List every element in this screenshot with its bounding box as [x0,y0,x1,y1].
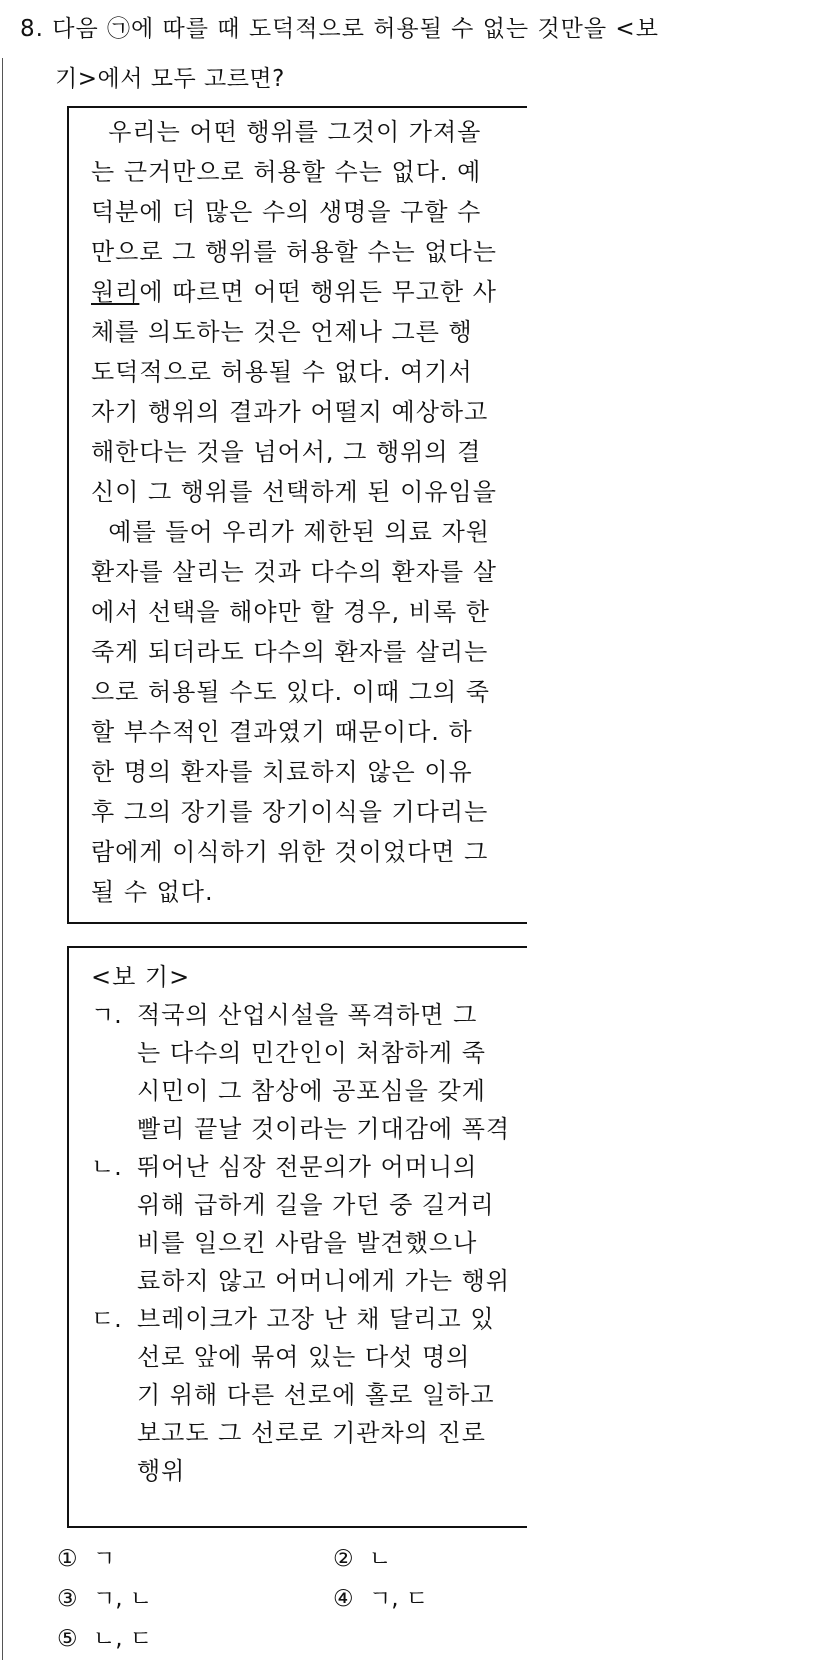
passage-line: 될 수 없다. [91,878,214,906]
bogi-item-marker: ㄷ. [91,1305,122,1333]
passage-line-rest: 에 따르면 어떤 행위든 무고한 사 [139,278,497,306]
passage-line: 체를 의도하는 것은 언제나 그른 행 [91,318,473,346]
passage-line: 자기 행위의 결과가 어떨지 예상하고 [91,398,489,426]
passage-line: 는 근거만으로 허용할 수는 없다. 예 [91,158,482,186]
passage-line: 으로 허용될 수도 있다. 이때 그의 죽 [91,678,490,706]
bogi-box [67,946,527,1528]
bogi-item-line: 료하지 않고 어머니에게 가는 행위 [137,1267,511,1295]
passage-line: 에서 선택을 해야만 할 경우, 비록 한 [91,598,490,626]
passage-line: 우리는 어떤 행위를 그것이 가져올 [91,118,482,146]
passage-line: 환자를 살리는 것과 다수의 환자를 살 [91,558,497,586]
choice-text: ㄱ [93,1546,116,1572]
bogi-item-line: 선로 앞에 묶여 있는 다섯 명의 [137,1343,471,1371]
choice-number: ⑤ [57,1626,78,1652]
bogi-item-line: 적국의 산업시설을 폭격하면 그 [137,1001,478,1029]
bogi-item-line: 빨리 끝날 것이라는 기대감에 폭격 [137,1115,511,1143]
bogi-item-line: 행위 [137,1457,186,1485]
passage-line: 도덕적으로 허용될 수 없다. 여기서 [91,358,473,386]
bogi-item-line: 뛰어난 심장 전문의가 어머니의 [137,1153,478,1181]
choice-number: ② [333,1546,354,1572]
passage-line: 후 그의 장기를 장기이식을 기다리는 [91,798,489,826]
bogi-item-marker: ㄱ. [91,1001,122,1029]
choice-option[interactable] [333,1542,391,1576]
passage-line: 죽게 되더라도 다수의 환자를 살리는 [91,638,489,666]
choice-option[interactable] [57,1542,115,1576]
passage-line: 신이 그 행위를 선택하게 된 이유임을 [91,478,497,506]
choice-option[interactable] [57,1582,152,1616]
bogi-item-marker: ㄴ. [91,1153,122,1181]
choice-number: ① [57,1546,78,1572]
choice-number: ③ [57,1586,78,1612]
choice-text: ㄴ [369,1546,392,1572]
bogi-title: <보 기> [91,963,191,991]
choice-number: ④ [333,1586,354,1612]
passage-line: 해한다는 것을 넘어서, 그 행위의 결 [91,438,482,466]
bogi-item-line: 위해 급하게 길을 가던 중 길거리 [137,1191,495,1219]
question-stem-line2: 기>에서 모두 고르면? [55,66,285,92]
passage-line: 예를 들어 우리가 제한된 의료 자원 [91,518,490,546]
passage-line [91,272,497,312]
bogi-item-line: 보고도 그 선로로 기관차의 진로 [137,1419,486,1447]
question-text-1: 다음 ㉠에 따를 때 도덕적으로 허용될 수 없는 것만을 <보 [52,16,659,42]
passage-line: 덕분에 더 많은 수의 생명을 구할 수 [91,198,482,226]
bogi-item-line: 는 다수의 민간인이 처참하게 죽 [137,1039,486,1067]
choice-text: ㄱ, ㄴ [93,1586,153,1612]
question-stem-line1 [20,10,659,43]
bogi-item-line: 비를 일으킨 사람을 발견했으나 [137,1229,478,1257]
choice-text: ㄴ, ㄷ [93,1626,153,1652]
choice-text: ㄱ, ㄷ [369,1586,429,1612]
choice-option[interactable] [57,1622,152,1656]
bogi-item-line: 기 위해 다른 선로에 홀로 일하고 [137,1381,495,1409]
passage-box [67,106,527,924]
passage-line: 만으로 그 행위를 허용할 수는 없다는 [91,238,497,266]
question-number: 8. [20,16,44,42]
passage-line: 할 부수적인 결과였기 때문이다. 하 [91,718,473,746]
choice-option[interactable] [333,1582,428,1616]
passage-line: 람에게 이식하기 위한 것이었다면 그 [91,838,489,866]
passage-line: 한 명의 환자를 치료하지 않은 이유 [91,758,473,786]
underlined-principle-term: 원리 [91,278,140,306]
bogi-item-line: 브레이크가 고장 난 채 달리고 있 [137,1305,495,1333]
bogi-item-line: 시민이 그 참상에 공포심을 갖게 [137,1077,486,1105]
left-margin-rule [2,58,3,1660]
